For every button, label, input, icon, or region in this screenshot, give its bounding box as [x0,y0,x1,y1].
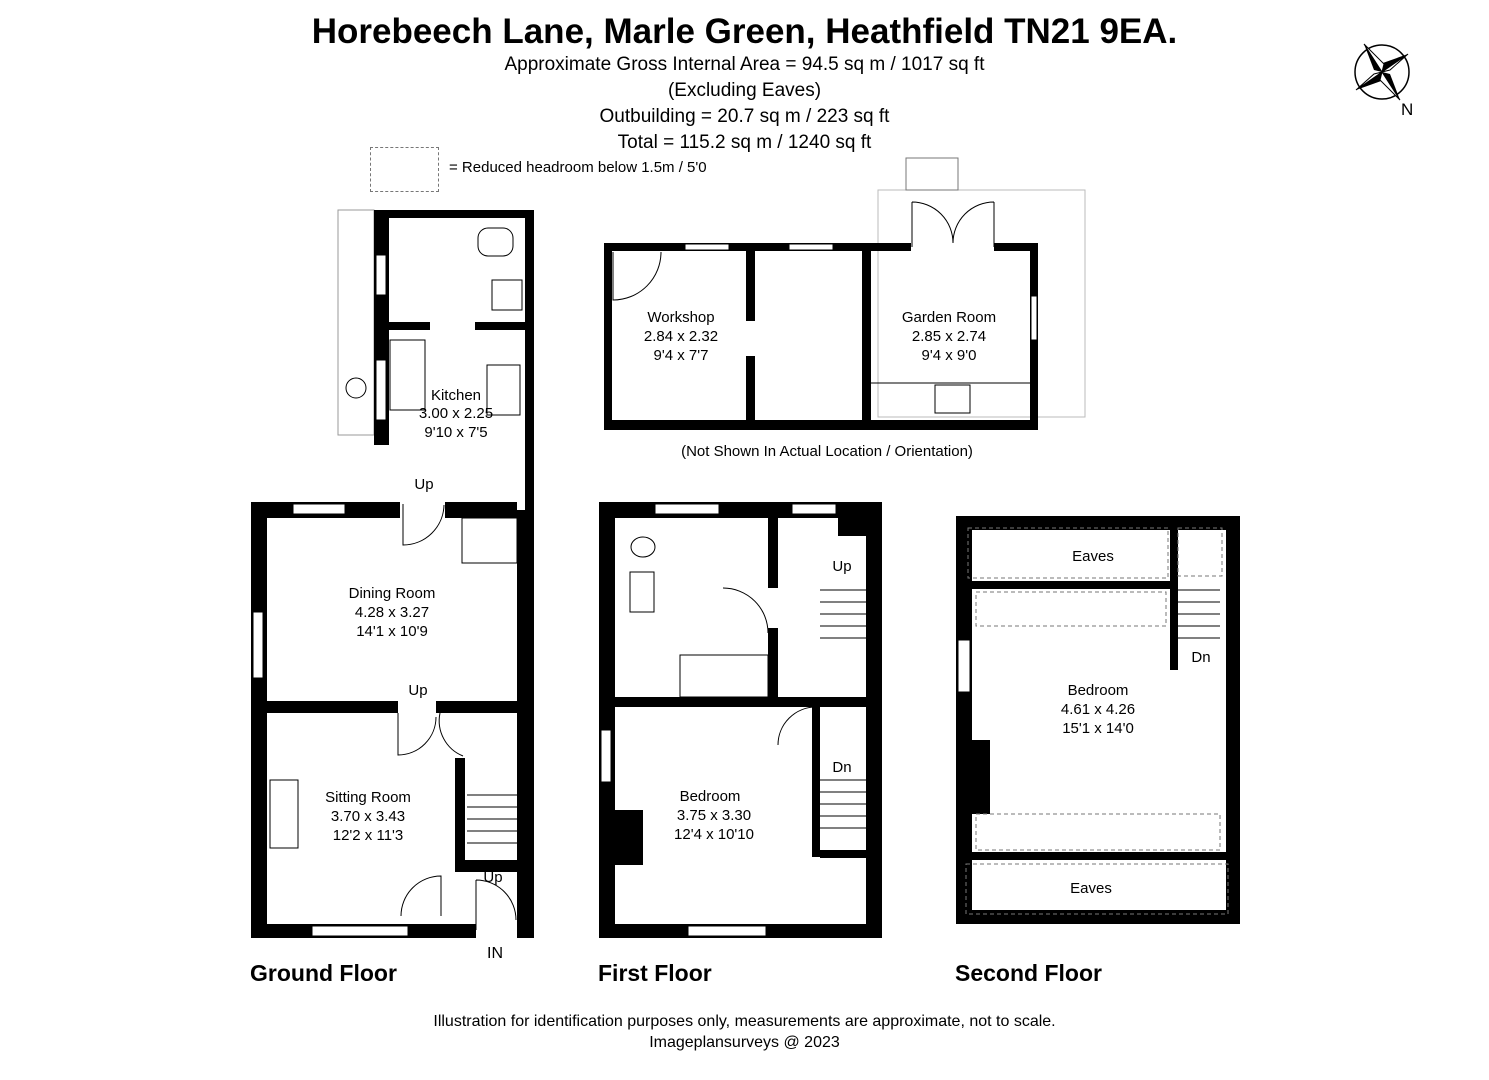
copyright-text: Imageplansurveys @ 2023 [649,1034,840,1051]
first-dn-label: Dn [832,759,852,776]
ground-up-label-stairs: Up [483,869,503,886]
workshop-name: Workshop [647,309,715,326]
eaves-top-label: Eaves [1072,548,1114,565]
ground-up-label-kitchen: Up [414,476,434,493]
second-bedroom-imperial: 15'1 x 14'0 [1062,720,1134,737]
garden-room-imperial: 9'4 x 9'0 [921,347,977,364]
first-bedroom-imperial: 12'4 x 10'10 [674,826,754,843]
sitting-room-imperial: 12'2 x 11'3 [332,827,404,844]
second-floor-label: Second Floor [955,960,1102,986]
ground-floor-plan [251,210,534,962]
eaves-bottom-label: Eaves [1070,880,1112,897]
first-bedroom-name: Bedroom [679,788,741,805]
compass-north-label: N [1401,100,1414,119]
first-up-label: Up [832,558,852,575]
reduced-headroom-legend: = Reduced headroom below 1.5m / 5'0 [449,159,707,176]
sitting-room-metric: 3.70 x 3.43 [330,808,406,825]
second-floor-plan [956,516,1240,924]
dining-room-metric: 4.28 x 3.27 [354,604,430,621]
disclaimer-text: Illustration for identification purposes only, measurements are approximate, not to scale. [433,1013,1056,1030]
gross-area-text: Approximate Gross Internal Area = 94.5 sq m / 1017 sq ft [504,54,985,75]
garden-room-name: Garden Room [901,309,997,326]
workshop-metric: 2.84 x 2.32 [643,328,719,345]
outbuilding-area-text: Outbuilding = 20.7 sq m / 223 sq ft [599,106,890,127]
first-floor-label: First Floor [598,960,712,986]
kitchen-imperial: 9'10 x 7'5 [424,424,488,441]
second-bedroom-name: Bedroom [1067,682,1129,699]
excluding-eaves-text: (Excluding Eaves) [667,80,822,101]
second-dn-label: Dn [1191,649,1211,666]
plan-title: Horebeech Lane, Marle Green, Heathfield TN21 9EA. [311,12,1178,51]
first-bedroom-metric: 3.75 x 3.30 [676,807,752,824]
sitting-room-name: Sitting Room [325,789,411,806]
ground-floor-label: Ground Floor [250,960,397,986]
outbuilding-location-note: (Not Shown In Actual Location / Orientation) [681,443,973,460]
workshop-imperial: 9'4 x 7'7 [653,347,709,364]
dining-room-imperial: 14'1 x 10'9 [356,623,428,640]
kitchen-name: Kitchen [430,387,482,404]
dining-room-name: Dining Room [348,585,436,602]
ground-up-label-dining: Up [408,682,428,699]
first-floor-plan [599,502,882,938]
kitchen-metric: 3.00 x 2.25 [418,405,494,422]
entrance-label: IN [487,945,503,962]
second-bedroom-metric: 4.61 x 4.26 [1060,701,1136,718]
garden-room-metric: 2.85 x 2.74 [911,328,987,345]
total-area-text: Total = 115.2 sq m / 1240 sq ft [617,132,872,153]
outbuilding-plan [604,158,1085,460]
